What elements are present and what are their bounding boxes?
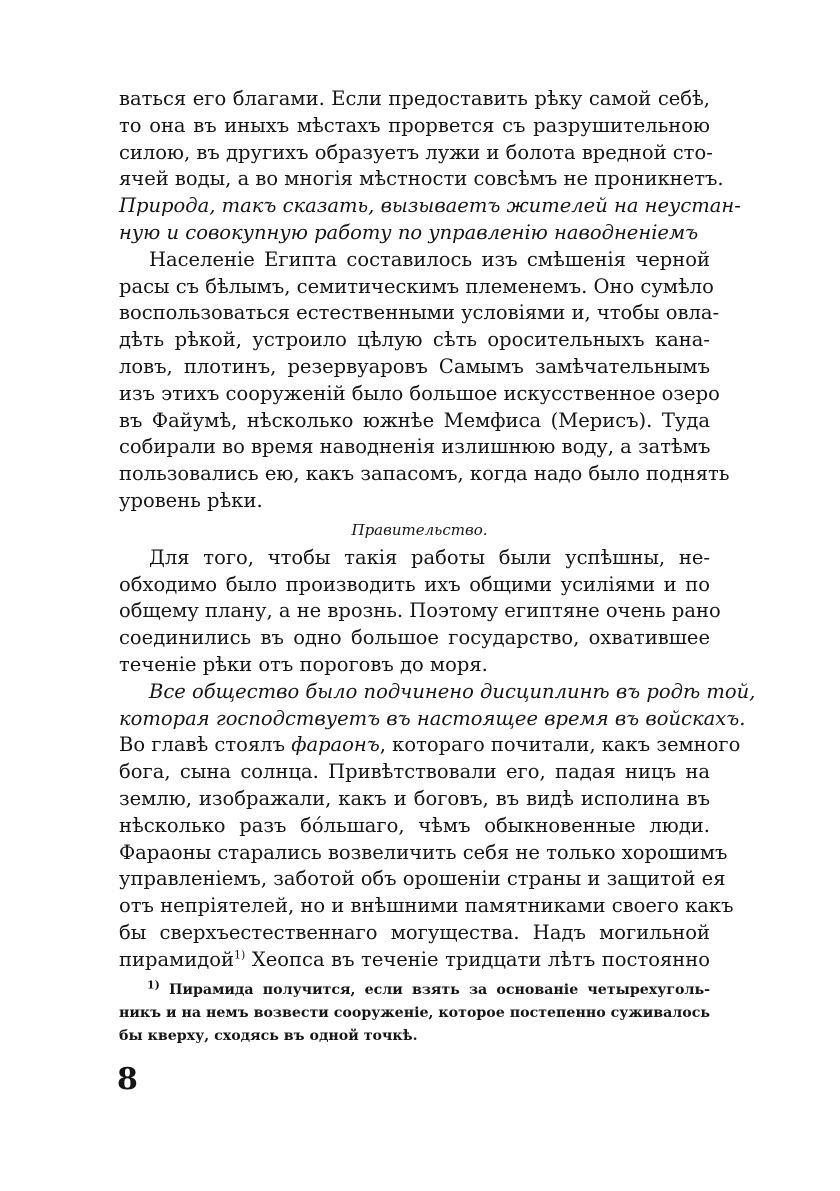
text-line: силою, въ другихъ образуетъ лужи и болота вредной сто- bbox=[119, 140, 713, 164]
text-line: то она въ иныхъ мѣстахъ прорвется съ разрушительною bbox=[119, 113, 710, 137]
text-line: бога, сына солнца. Привѣтствовали его, падая ницъ на bbox=[119, 760, 710, 784]
text-line-italic: Природа, такъ сказать, вызываетъ жителей на неустан- bbox=[119, 194, 741, 218]
text-fragment: Во главѣ стоялъ bbox=[119, 733, 285, 757]
footnote-line: бы кверху, сходясь въ одной точкѣ. bbox=[119, 1028, 418, 1044]
text-line: Фараоны старались возвеличить себя не только хорошимъ bbox=[119, 840, 728, 864]
text-line: воспользоваться естественными условіями и, чтобы овла- bbox=[119, 301, 720, 325]
text-line: изъ этихъ сооруженій было большое искусственное озеро bbox=[119, 381, 720, 405]
text-line-mixed bbox=[119, 947, 710, 974]
page-number: 8 bbox=[117, 1062, 138, 1097]
text-line-mixed bbox=[119, 732, 741, 759]
text-line: расы съ бѣлымъ, семитическимъ племенемъ. Оно сумѣло bbox=[119, 274, 714, 298]
text-line-italic: Все общество было подчинено дисциплинѣ въ родѣ той, bbox=[149, 679, 756, 703]
footnote-marker: 1) bbox=[147, 978, 160, 992]
text-line-italic: ную и совокупную работу по управленію наводненіемъ bbox=[119, 220, 699, 244]
text-line: уровень рѣки. bbox=[119, 488, 263, 512]
text-fragment: Хеопса въ теченіе тридцати лѣтъ постоянно bbox=[245, 947, 710, 971]
text-line: обходимо было производить ихъ общими усиліями и по bbox=[119, 572, 710, 596]
footnote-line: никъ и на немъ возвести сооруженіе, которое постепенно суживалось bbox=[119, 1005, 710, 1021]
page-text bbox=[119, 86, 756, 974]
text-line: Населеніе Египта составилось изъ смѣшенія черной bbox=[149, 247, 710, 271]
text-line: соединились въ одно большое государство, охватившее bbox=[119, 626, 710, 650]
text-fragment-italic: фараонъ bbox=[291, 733, 380, 757]
text-line: пользовались ею, какъ запасомъ, когда надо было поднять bbox=[119, 462, 730, 486]
text-line: въ Файумѣ, нѣсколько южнѣе Мемфиса (Мерисъ). Туда bbox=[119, 408, 710, 432]
text-line: собирали во время наводненія излишнюю воду, а затѣмъ bbox=[119, 435, 711, 459]
text-line: ячей воды, а во многія мѣстности совсѣмъ не проникнетъ. bbox=[119, 167, 724, 191]
text-line: нѣсколько разъ бóльшаго, чѣмъ обыкновенные люди. bbox=[119, 813, 710, 837]
text-line: дѣть рѣкой, устроило цѣлую сѣть оросительныхъ кана- bbox=[119, 328, 710, 352]
footnote-reference: 1) bbox=[234, 948, 246, 962]
text-line: отъ непріятелей, но и внѣшними памятниками своего какъ bbox=[119, 894, 734, 918]
text-line: Для того, чтобы такія работы были успѣшны, не- bbox=[149, 545, 710, 569]
text-line: ловъ, плотинъ, резервуаровъ Самымъ замѣчательнымъ bbox=[119, 354, 710, 378]
text-line-italic: которая господствуетъ въ настоящее время въ войскахъ. bbox=[119, 706, 746, 730]
text-line: землю, изображали, какъ и боговъ, въ видѣ исполина въ bbox=[119, 786, 710, 810]
footnote-line bbox=[119, 979, 710, 1002]
text-line: общему плану, а не врознь. Поэтому египтяне очень рано bbox=[119, 599, 721, 623]
text-line: ваться его благами. Если предоставить рѣку самой себѣ, bbox=[119, 87, 710, 110]
text-fragment: пирамидой bbox=[119, 947, 235, 971]
text-line: теченіе рѣки отъ пороговъ до моря. bbox=[119, 652, 488, 676]
text-line: бы сверхъестественнаго могущества. Надъ могильной bbox=[119, 920, 710, 944]
footnote bbox=[119, 979, 710, 1048]
text-line: управленіемъ, заботой объ орошеніи страны и защитой ея bbox=[119, 867, 726, 891]
footnote-text: Пирамида получится, если взять за основаніе четырехуголь- bbox=[159, 982, 710, 998]
text-fragment: , котораго почитали, какъ земного bbox=[379, 733, 741, 757]
section-heading: Правительство. bbox=[351, 520, 488, 539]
